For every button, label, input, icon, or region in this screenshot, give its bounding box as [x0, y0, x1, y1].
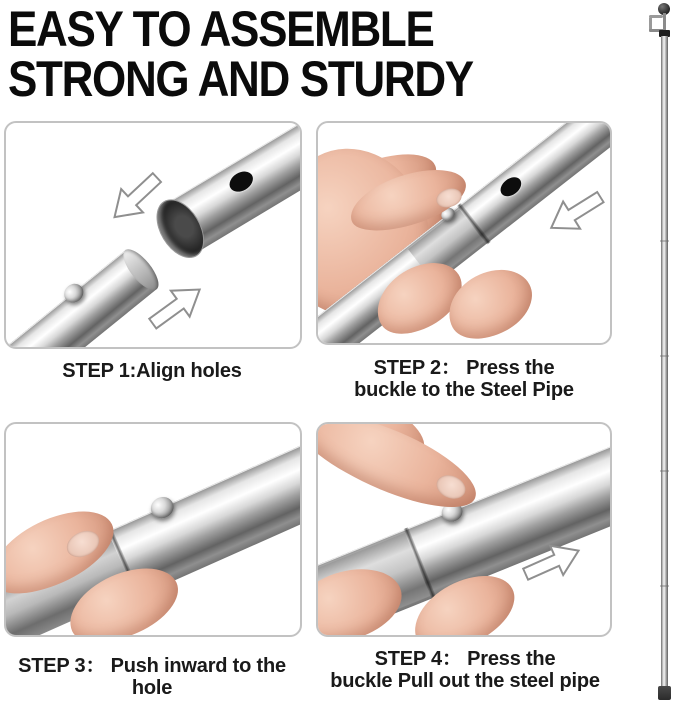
caption-line: STEP 3： Push inward to the hole [18, 655, 286, 699]
pole-shaft [661, 36, 668, 688]
step4-photo [316, 422, 612, 637]
flagpole [645, 0, 679, 701]
caption-line: STEP 1:Align holes [62, 360, 242, 382]
spring-button [60, 280, 87, 307]
upper-pipe [160, 121, 302, 257]
flag-clip-top [649, 15, 663, 18]
caption-line: buckle to the Steel Pipe [354, 379, 574, 401]
step2-photo [316, 121, 612, 345]
pole-end-cap [658, 686, 671, 700]
caption-line: STEP 4： Press the [374, 648, 556, 670]
step2-caption [318, 357, 610, 401]
pipe-tip-face [117, 244, 164, 295]
step4-caption [316, 648, 614, 692]
step1-photo [4, 121, 302, 349]
pipe-open-end [148, 192, 213, 265]
headline-line-2: STRONG AND STURDY [8, 51, 473, 107]
headline-line-1: EASY TO ASSEMBLE [8, 1, 434, 57]
step1-caption [4, 360, 300, 382]
caption-line: STEP 2： Press the [373, 357, 555, 379]
pipe-hole [226, 167, 257, 195]
step3-photo [4, 422, 302, 637]
pipe-hole [497, 173, 525, 200]
pole-joint [660, 585, 669, 587]
pole-joint [660, 240, 669, 242]
spring-button [147, 493, 177, 522]
pole-joint [660, 355, 669, 357]
pole-joint [660, 470, 669, 472]
lower-pipe [4, 250, 157, 349]
caption-line: buckle Pull out the steel pipe [330, 670, 600, 692]
step3-caption [0, 655, 304, 699]
